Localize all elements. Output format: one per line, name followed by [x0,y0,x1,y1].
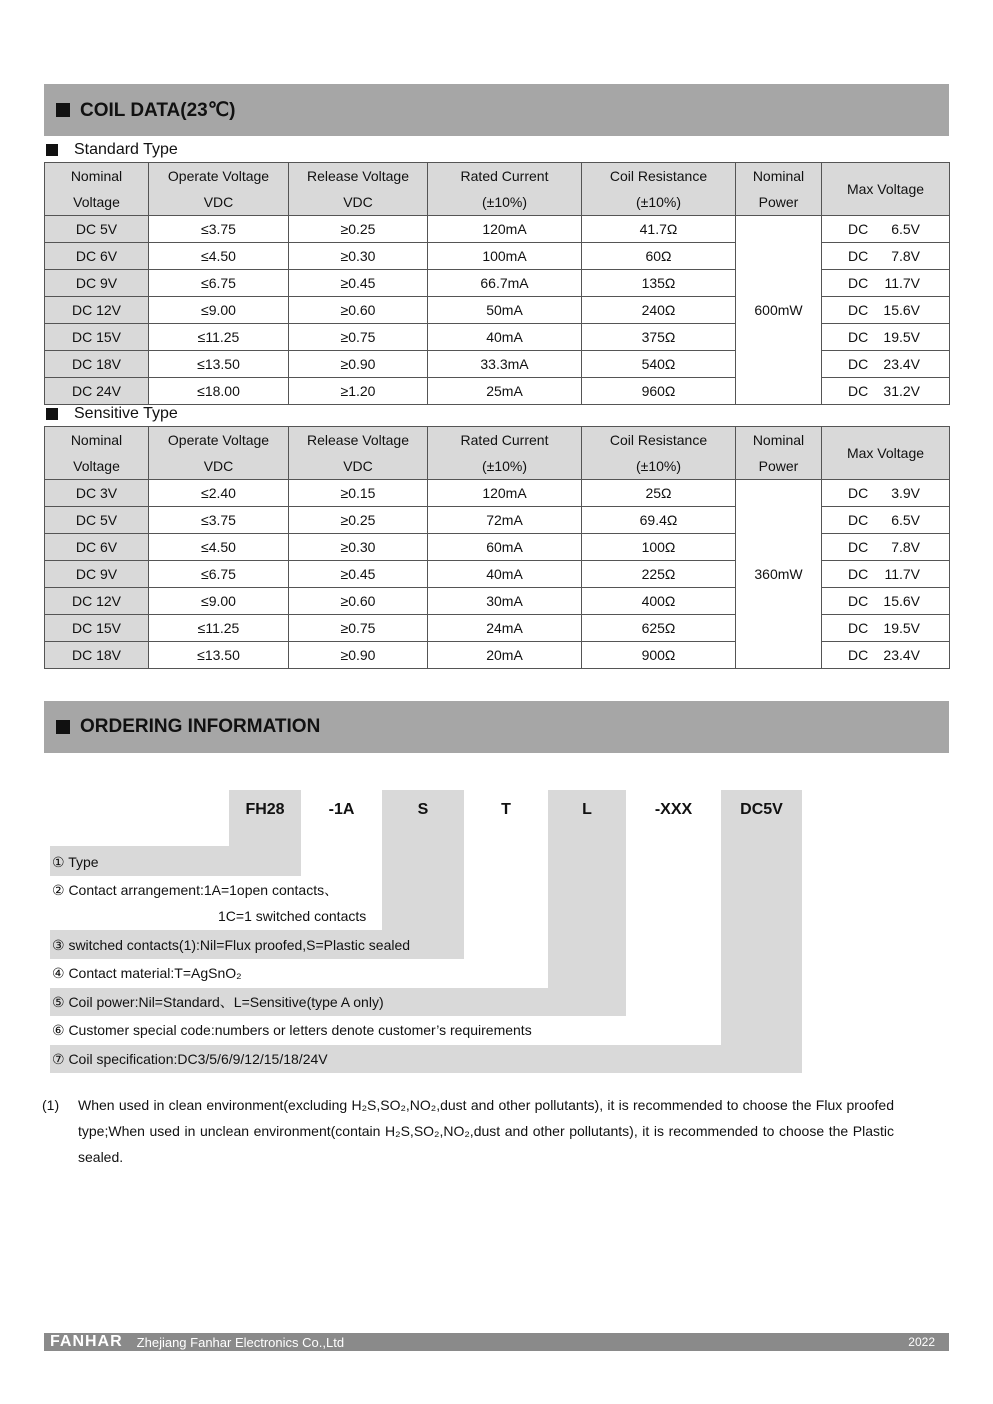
dc-prefix: DC [848,221,869,237]
current-value: 60mA [486,539,523,555]
header-text: Nominal [752,168,805,184]
max-voltage-cell [822,216,950,243]
max-voltage-value: 7.8V [891,539,920,555]
code-contact-arrangement: -1A [328,801,355,818]
max-voltage-cell [822,561,950,588]
ordering-info-header [44,701,949,753]
header-release-voltage [289,163,428,216]
dc-prefix: DC [848,485,869,501]
header-text: Rated Current [460,168,549,184]
max-voltage-cell [822,243,950,270]
nominal-voltage-value [76,512,117,528]
header-nominal-voltage [45,427,149,480]
nominal-voltage-cell [45,270,149,297]
dc-prefix: DC [848,593,869,609]
max-voltage-value: 3.9V [891,485,920,501]
header-text: Nominal [70,432,123,448]
operate-cell [149,588,289,615]
square-bullet-icon [46,408,58,420]
release-cell [289,588,428,615]
dc-prefix: DC [71,356,93,372]
operate-value: ≤11.25 [197,620,240,636]
coil-data-header [44,84,949,136]
current-value: 50mA [486,302,523,318]
standard-type-text: Standard Type [74,141,178,158]
operate-value: ≤6.75 [201,566,236,582]
nominal-voltage-value [76,539,117,555]
page-footer [44,1333,949,1351]
release-value: ≥1.20 [340,383,376,399]
operate-value: ≤9.00 [201,593,236,609]
operate-value: ≤3.75 [201,221,236,237]
current-cell [428,297,582,324]
current-value: 24mA [486,620,523,636]
dc-prefix: DC [848,356,869,372]
dc-prefix: DC [75,485,97,501]
operate-cell [149,270,289,297]
operate-value: ≤3.75 [201,512,236,528]
nominal-voltage-value [76,221,117,237]
header-text: Max Voltage [846,445,925,461]
ordering-item-coil-power: ⑤ Coil power:Nil=Standard、L=Sensitive(type A only) [52,994,384,1010]
current-cell [428,642,582,669]
ordering-item-type: ① Type [52,853,99,870]
max-voltage-cell [822,615,950,642]
ordering-item-contact-material: ④ Contact material:T=AgSnO₂ [52,964,242,981]
nominal-power-cell [736,480,822,669]
release-cell [289,642,428,669]
max-voltage-value: 23.4V [883,356,920,372]
section-title: COIL DATA(23℃) [80,99,236,121]
footer-year: 2022 [908,1335,935,1349]
release-value: ≥0.30 [340,539,376,555]
resistance-value: 25Ω [645,485,672,501]
table-row [45,480,950,507]
resistance-cell [582,615,736,642]
resistance-cell [582,297,736,324]
square-bullet-icon [56,103,70,117]
release-cell [289,480,428,507]
max-voltage-value: 23.4V [883,647,920,663]
resistance-cell [582,243,736,270]
nominal-voltage-value [72,383,121,399]
nominal-voltage-value [76,248,117,264]
dc-prefix: DC [848,248,869,264]
max-voltage-cell [822,507,950,534]
resistance-cell [582,507,736,534]
current-cell [428,216,582,243]
voltage-value: 15V [96,620,122,636]
header-operate-voltage [149,427,289,480]
dc-prefix: DC [848,329,869,345]
max-voltage-value: 19.5V [883,329,920,345]
dc-prefix: DC [75,566,97,582]
operate-cell [149,507,289,534]
release-value: ≥0.45 [340,275,376,291]
max-voltage-value: 11.7V [884,275,920,291]
header-text: Nominal [752,432,805,448]
current-value: 25mA [486,383,523,399]
release-cell [289,615,428,642]
voltage-value: 9V [100,566,118,582]
current-cell [428,324,582,351]
footnote-text: When used in clean environment(excluding H₂S,SO₂,NO₂,dust and other pollutants), it is recommended to choose the Flux proofed type;When used in unclean environment(contain H₂S,SO₂,NO₂,dust and other pollutants), it is recommended to choose the Plastic sealed. [78,1097,894,1165]
operate-value: ≤13.50 [197,647,240,663]
operate-value: ≤13.50 [197,356,240,372]
standard-coil-table [44,162,950,405]
nominal-voltage-cell [45,642,149,669]
dc-prefix: DC [71,620,93,636]
max-voltage-value: 15.6V [883,302,920,318]
header-text: Release Voltage [307,432,409,448]
operate-cell [149,216,289,243]
resistance-value: 960Ω [641,383,676,399]
operate-value: ≤9.00 [201,302,236,318]
max-voltage-value: 11.7V [884,566,920,582]
current-cell [428,561,582,588]
dc-prefix: DC [75,512,97,528]
operate-cell [149,243,289,270]
header-text: VDC [203,458,234,474]
resistance-cell [582,324,736,351]
voltage-value: 6V [100,539,118,555]
nominal-voltage-cell [45,507,149,534]
nominal-voltage-value [72,302,121,318]
operate-cell [149,615,289,642]
release-value: ≥0.60 [340,593,376,609]
max-voltage-value: 19.5V [883,620,920,636]
dc-prefix: DC [75,539,97,555]
resistance-value: 400Ω [641,593,676,609]
nominal-power-value: 600mW [754,302,803,318]
nominal-voltage-value [76,275,117,291]
resistance-cell [582,561,736,588]
dc-prefix: DC [75,221,97,237]
ordering-item-coil-spec: ⑦ Coil specification:DC3/5/6/9/12/15/18/24V [52,1050,328,1067]
header-text: Coil Resistance [609,432,708,448]
company-logo: FANHAR [50,1333,123,1350]
ordering-item-switched-contacts: ③ switched contacts(1):Nil=Flux proofed,S=Plastic sealed [52,936,411,953]
operate-value: ≤4.50 [201,539,236,555]
resistance-value: 240Ω [641,302,676,318]
header-text: VDC [343,194,373,210]
nominal-voltage-value [72,329,121,345]
operate-value: ≤2.40 [201,485,236,501]
max-voltage-cell [822,588,950,615]
sensitive-coil-table [44,426,950,669]
header-text: VDC [343,458,373,474]
sensitive-type-text: Sensitive Type [74,405,178,422]
current-value: 40mA [486,329,523,345]
max-voltage-value: 15.6V [883,593,920,609]
release-cell [289,270,428,297]
header-text: Operate Voltage [167,432,270,448]
header-text: Rated Current [460,432,549,448]
resistance-cell [582,351,736,378]
max-voltage-value: 31.2V [883,383,920,399]
footnote-number: (1) [42,1097,60,1113]
dc-prefix: DC [71,302,93,318]
current-value: 30mA [486,593,523,609]
voltage-value: 6V [100,248,118,264]
header-text: Coil Resistance [609,168,708,184]
nominal-voltage-value [72,647,121,663]
footnote [42,1092,894,1170]
operate-cell [149,480,289,507]
resistance-value: 60Ω [645,248,672,264]
current-cell [428,378,582,405]
dc-prefix: DC [75,248,97,264]
ordering-item-customer-code: ⑥ Customer special code:numbers or letters denote customer’s requirements [52,1021,532,1038]
resistance-cell [582,642,736,669]
operate-value: ≤18.00 [197,383,240,399]
current-cell [428,534,582,561]
resistance-value: 41.7Ω [639,221,678,237]
release-cell [289,351,428,378]
nominal-voltage-cell [45,216,149,243]
resistance-value: 540Ω [641,356,676,372]
release-cell [289,243,428,270]
release-value: ≥0.60 [340,302,376,318]
max-voltage-cell [822,480,950,507]
code-coil-power: L [582,801,592,818]
header-coil-resistance [582,427,736,480]
dc-prefix: DC [848,512,869,528]
table-header-row [45,427,950,480]
current-cell [428,243,582,270]
voltage-value: 5V [100,221,118,237]
operate-cell [149,351,289,378]
resistance-value: 625Ω [641,620,676,636]
max-voltage-cell [822,270,950,297]
company-name: Zhejiang Fanhar Electronics Co.,Ltd [136,1334,345,1350]
nominal-voltage-value [76,566,117,582]
nominal-voltage-value [76,485,117,501]
resistance-cell [582,534,736,561]
voltage-value: 12V [96,593,122,609]
code-customer-special: -XXX [654,801,693,818]
nominal-voltage-cell [45,615,149,642]
release-value: ≥0.25 [340,221,376,237]
nominal-voltage-value [72,356,121,372]
voltage-value: 18V [96,647,122,663]
max-voltage-value: 6.5V [891,221,920,237]
header-text: (±10%) [481,458,528,474]
current-cell [428,507,582,534]
dc-prefix: DC [71,383,93,399]
header-coil-resistance [582,163,736,216]
release-value: ≥0.75 [340,329,376,345]
nominal-voltage-value [72,593,121,609]
dc-prefix: DC [71,593,93,609]
resistance-cell [582,378,736,405]
release-value: ≥0.90 [340,647,376,663]
header-text: Nominal [70,168,123,184]
release-value: ≥0.25 [340,512,376,528]
dc-prefix: DC [848,539,869,555]
header-rated-current [428,163,582,216]
resistance-cell [582,588,736,615]
nominal-voltage-cell [45,534,149,561]
voltage-value: 15V [96,329,122,345]
header-text: Voltage [73,458,120,474]
resistance-value: 900Ω [641,647,676,663]
max-voltage-cell [822,297,950,324]
max-voltage-value: 6.5V [891,512,920,528]
nominal-voltage-cell [45,351,149,378]
voltage-value: 5V [100,512,118,528]
current-value: 20mA [486,647,523,663]
sensitive-type-label [44,403,178,425]
dc-prefix: DC [75,275,97,291]
release-value: ≥0.15 [340,485,376,501]
nominal-voltage-cell [45,480,149,507]
release-value: ≥0.30 [340,248,376,264]
nominal-voltage-cell [45,378,149,405]
release-value: ≥0.90 [340,356,376,372]
operate-cell [149,378,289,405]
current-value: 120mA [482,221,527,237]
table-header-row [45,163,950,216]
code-coil-spec: DC5V [740,801,783,818]
resistance-value: 225Ω [641,566,676,582]
max-voltage-cell [822,534,950,561]
max-voltage-cell [822,324,950,351]
dc-prefix: DC [848,620,869,636]
code-contact-material: T [501,801,511,818]
current-value: 72mA [486,512,523,528]
header-nominal-voltage [45,163,149,216]
ordering-item-contact-arrangement-cont: 1C=1 switched contacts [218,908,367,924]
dc-prefix: DC [848,275,869,291]
operate-cell [149,324,289,351]
operate-value: ≤4.50 [201,248,236,264]
header-text: (±10%) [481,194,528,210]
voltage-value: 24V [96,383,122,399]
square-bullet-icon [56,720,70,734]
voltage-value: 3V [100,485,118,501]
section-title: ORDERING INFORMATION [80,716,321,737]
current-value: 100mA [482,248,527,264]
dc-prefix: DC [848,302,869,318]
max-voltage-cell [822,642,950,669]
header-max-voltage [822,427,950,480]
nominal-voltage-cell [45,243,149,270]
current-value: 40mA [486,566,523,582]
release-cell [289,324,428,351]
resistance-cell [582,216,736,243]
header-nominal-power [736,427,822,480]
header-text: VDC [203,194,234,210]
current-cell [428,351,582,378]
resistance-value: 135Ω [641,275,676,291]
current-cell [428,588,582,615]
header-max-voltage [822,163,950,216]
header-text: Voltage [73,194,120,210]
current-value: 33.3mA [480,356,529,372]
resistance-cell [582,270,736,297]
header-text: Release Voltage [307,168,409,184]
nominal-voltage-cell [45,297,149,324]
nominal-power-value: 360mW [754,566,803,582]
dc-prefix: DC [71,329,93,345]
square-bullet-icon [46,144,58,156]
max-voltage-cell [822,378,950,405]
dc-prefix: DC [848,566,869,582]
table-row [45,216,950,243]
resistance-value: 69.4Ω [639,512,678,528]
standard-type-label [44,139,178,161]
release-cell [289,216,428,243]
release-cell [289,561,428,588]
dc-prefix: DC [848,647,869,663]
nominal-voltage-value [72,620,121,636]
release-value: ≥0.45 [340,566,376,582]
header-operate-voltage [149,163,289,216]
release-cell [289,507,428,534]
ordering-item-contact-arrangement: ② Contact arrangement:1A=1open contacts、 [52,882,339,898]
voltage-value: 9V [100,275,118,291]
header-text: (±10%) [635,458,682,474]
operate-cell [149,534,289,561]
operate-cell [149,561,289,588]
current-cell [428,615,582,642]
release-cell [289,534,428,561]
current-cell [428,270,582,297]
operate-value: ≤6.75 [201,275,236,291]
nominal-voltage-cell [45,324,149,351]
header-release-voltage [289,427,428,480]
resistance-value: 100Ω [641,539,676,555]
voltage-value: 18V [96,356,122,372]
operate-cell [149,642,289,669]
release-cell [289,297,428,324]
release-value: ≥0.75 [340,620,376,636]
nominal-voltage-cell [45,588,149,615]
current-cell [428,480,582,507]
max-voltage-cell [822,351,950,378]
code-switched-contacts: S [417,801,429,818]
nominal-power-cell [736,216,822,405]
current-value: 120mA [482,485,527,501]
operate-cell [149,297,289,324]
resistance-cell [582,480,736,507]
header-text: (±10%) [635,194,682,210]
max-voltage-value: 7.8V [891,248,920,264]
current-value: 66.7mA [480,275,529,291]
header-text: Power [758,458,799,474]
operate-value: ≤11.25 [197,329,240,345]
voltage-value: 12V [96,302,122,318]
header-rated-current [428,427,582,480]
header-nominal-power [736,163,822,216]
nominal-voltage-cell [45,561,149,588]
resistance-value: 375Ω [641,329,676,345]
header-text: Operate Voltage [167,168,270,184]
header-text: Max Voltage [846,181,925,197]
dc-prefix: DC [71,647,93,663]
dc-prefix: DC [848,383,869,399]
header-text: Power [758,194,799,210]
code-type: FH28 [245,801,285,818]
release-cell [289,378,428,405]
